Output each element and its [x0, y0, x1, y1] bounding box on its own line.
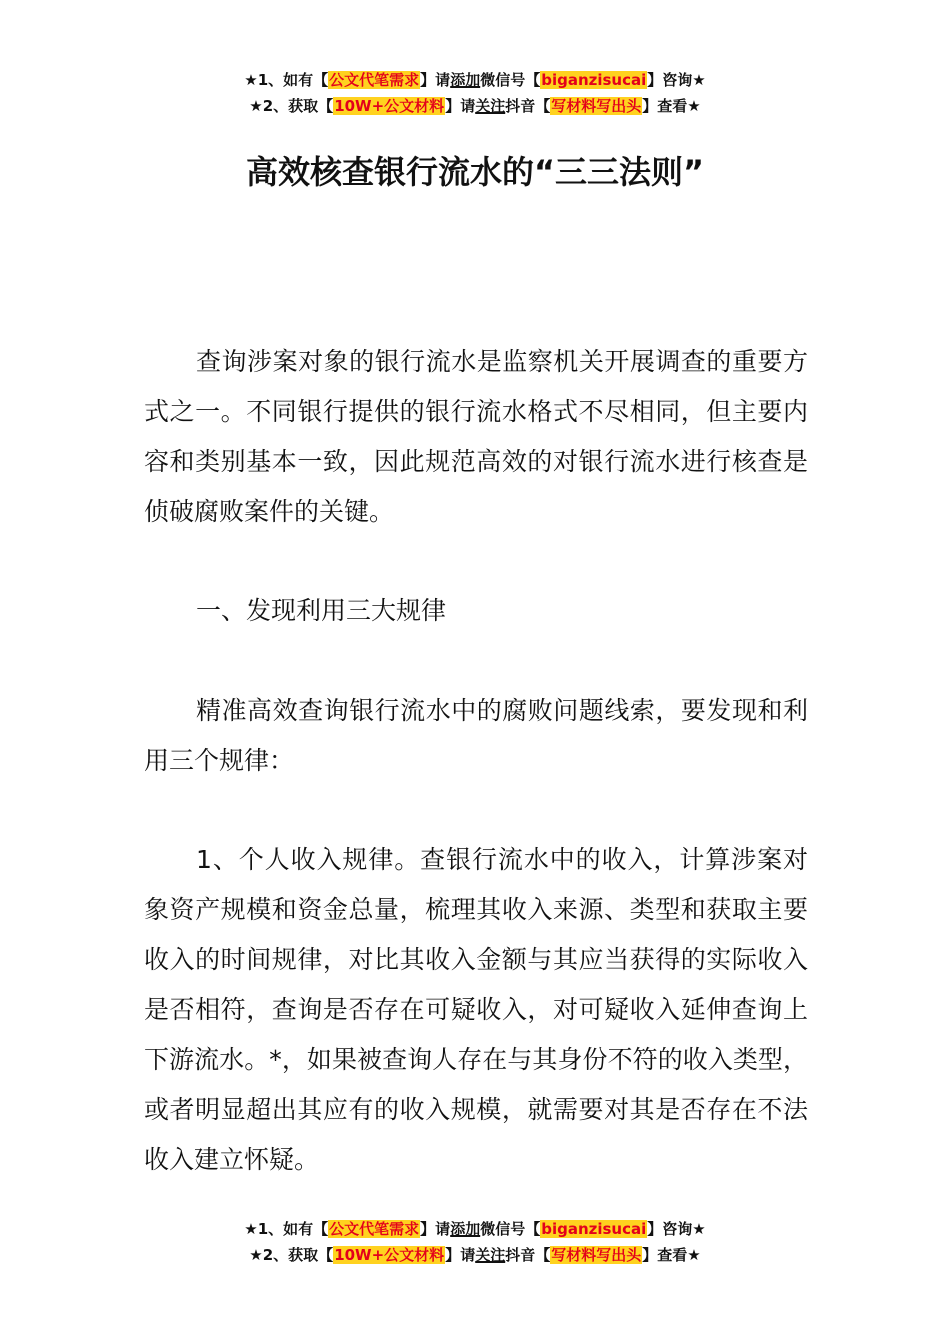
banner-line-2: [0, 93, 950, 119]
banner-text: 】请: [445, 1246, 476, 1264]
banner-highlight: 公文代笔需求: [329, 1220, 420, 1238]
banner-line-2: [0, 1242, 950, 1268]
banner-text: 抖音【: [505, 1246, 551, 1264]
banner-text: ★1、如有【: [244, 71, 329, 89]
banner-underline: 关注: [475, 97, 506, 115]
banner-text: ★2、获取【: [249, 97, 334, 115]
body-paragraph: 精准高效查询银行流水中的腐败问题线索，要发现和利用三个规律：: [144, 696, 808, 775]
banner-text: 微信号【: [480, 1220, 541, 1238]
banner-underline: 添加: [450, 71, 481, 89]
body-paragraph: 1、个人收入规律。查银行流水中的收入，计算涉案对象资产规模和资金总量，梳理其收入来源、类型和获取主要收入的时间规律，对比其收入金额与其应当获得的实际收入是否相符，查询是否存在可疑收入，对可疑收入延伸查询上下游流水。*，如果被查询人存在与其身份不符的收入类型，或者明显超出其应有的收入规模，就需要对其是否存在不法收入建立怀疑。: [144, 845, 808, 1174]
banner-text: ★1、如有【: [244, 1220, 329, 1238]
banner-text: 】查看★: [642, 1246, 701, 1264]
document-title: 高效核查银行流水的“三三法则”: [245, 153, 705, 191]
banner-underline: 关注: [475, 1246, 506, 1264]
banner-text: 】请: [420, 71, 451, 89]
banner-text: 微信号【: [480, 71, 541, 89]
section-heading: 一、发现利用三大规律: [196, 596, 447, 625]
banner-text: 】查看★: [642, 97, 701, 115]
banner-underline: 添加: [450, 1220, 481, 1238]
banner-text: 】咨询★: [647, 71, 706, 89]
banner-text: 】请: [420, 1220, 451, 1238]
banner-text: 抖音【: [505, 97, 551, 115]
body-paragraph: 查询涉案对象的银行流水是监察机关开展调查的重要方式之一。不同银行提供的银行流水格式不尽相同，但主要内容和类别基本一致，因此规范高效的对银行流水进行核查是侦破腐败案件的关键。: [144, 347, 808, 526]
banner-highlight: biganzisucai: [541, 71, 647, 89]
banner-highlight: 10W+公文材料: [334, 97, 445, 115]
banner-highlight: 10W+公文材料: [334, 1246, 445, 1264]
banner-text: ★2、获取【: [249, 1246, 334, 1264]
banner-text: 】咨询★: [647, 1220, 706, 1238]
banner-line-1: [0, 1216, 950, 1242]
header-banner: [0, 67, 950, 119]
footer-banner: [0, 1216, 950, 1268]
banner-text: 】请: [445, 97, 476, 115]
banner-line-1: [0, 67, 950, 93]
banner-highlight: biganzisucai: [541, 1220, 647, 1238]
banner-highlight: 写材料写出头: [551, 97, 642, 115]
document-body: [144, 337, 808, 1234]
banner-highlight: 公文代笔需求: [329, 71, 420, 89]
banner-highlight: 写材料写出头: [551, 1246, 642, 1264]
